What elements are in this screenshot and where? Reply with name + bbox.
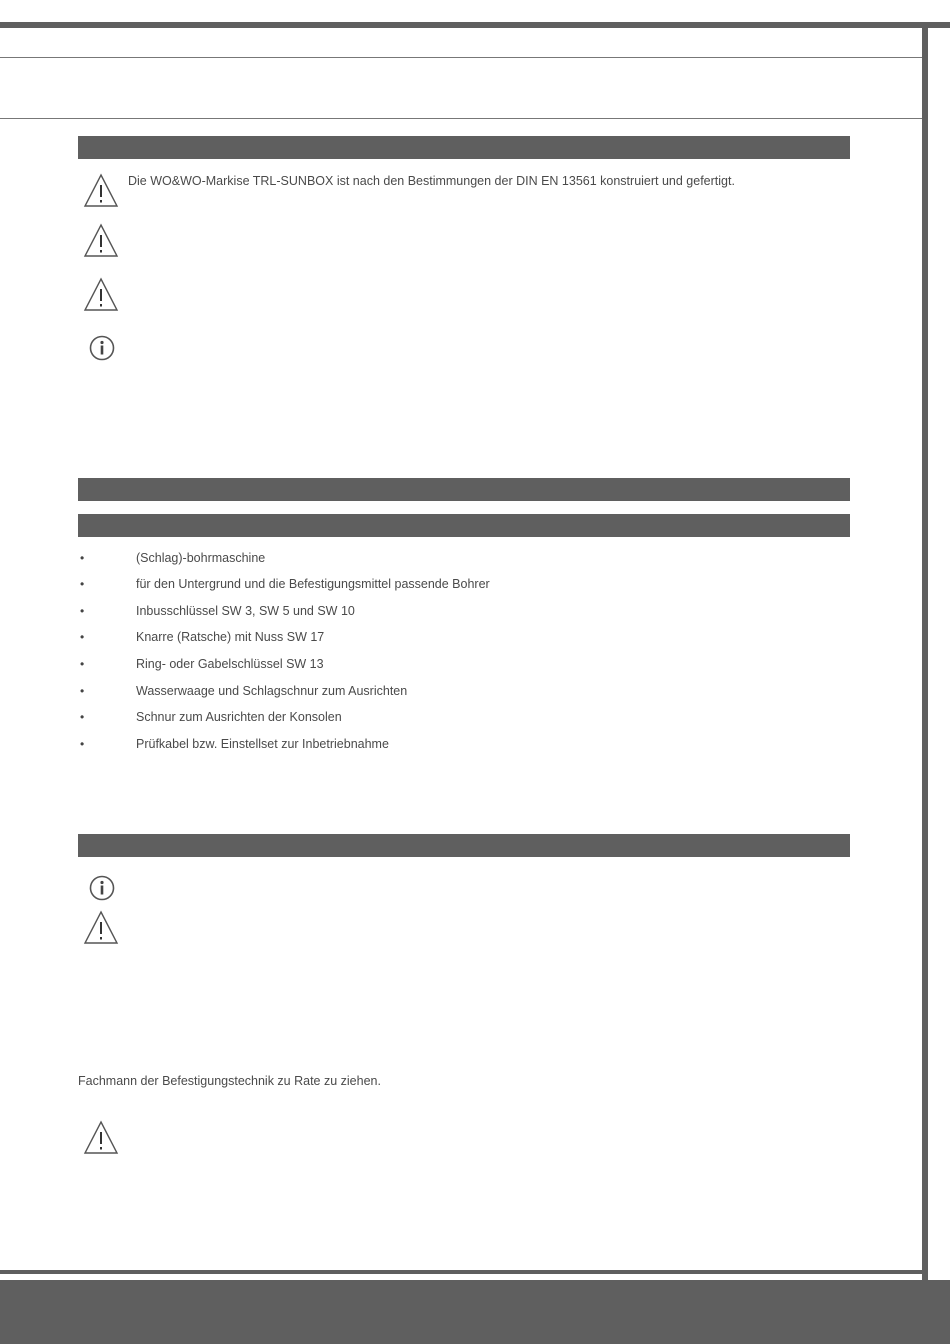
list-item-text: (Schlag)-bohrmaschine <box>136 551 266 565</box>
warning-triangle-icon <box>82 276 120 314</box>
section-header-bar-2 <box>78 478 850 501</box>
section-header-bar-1 <box>78 136 850 159</box>
bullet: • <box>80 710 85 724</box>
list-item-text: Ring- oder Gabelschlüssel SW 13 <box>136 657 324 671</box>
page-frame-top <box>0 22 950 28</box>
info-circle-icon <box>88 334 116 362</box>
list-item-text: Knarre (Ratsche) mit Nuss SW 17 <box>136 630 325 644</box>
header-rule-2 <box>0 118 922 119</box>
bullet: • <box>80 657 85 671</box>
section-header-bar-3 <box>78 514 850 537</box>
bullet: • <box>80 604 85 618</box>
list-item-text: Schnur zum Ausrichten der Konsolen <box>136 710 342 724</box>
bullet: • <box>80 630 85 644</box>
warning-triangle-icon <box>82 1119 120 1157</box>
fastening-advice-text: Fachmann der Befestigungstechnik zu Rate zu ziehen. <box>78 1074 381 1088</box>
list-item-text: für den Untergrund und die Befestigungsmittel passende Bohrer <box>136 577 490 591</box>
page-frame-right <box>922 22 928 1280</box>
info-circle-icon <box>88 874 116 902</box>
bullet: • <box>80 684 85 698</box>
list-item-text: Inbusschlüssel SW 3, SW 5 und SW 10 <box>136 604 355 618</box>
bullet: • <box>80 737 85 751</box>
bullet: • <box>80 577 85 591</box>
header-rule-1 <box>0 57 922 58</box>
list-item-text: Prüfkabel bzw. Einstellset zur Inbetriebnahme <box>136 737 389 751</box>
safety-standard-text: Die WO&WO-Markise TRL-SUNBOX ist nach den Bestimmungen der DIN EN 13561 konstruiert und gefertigt. <box>128 174 735 188</box>
list-item-text: Wasserwaage und Schlagschnur zum Ausrichten <box>136 684 408 698</box>
bullet: • <box>80 551 85 565</box>
warning-triangle-icon <box>82 909 120 947</box>
footer-rule <box>0 1270 922 1274</box>
warning-triangle-icon <box>82 222 120 260</box>
page-footer-bar <box>0 1280 950 1344</box>
section-header-bar-4 <box>78 834 850 857</box>
warning-triangle-icon <box>82 172 120 210</box>
